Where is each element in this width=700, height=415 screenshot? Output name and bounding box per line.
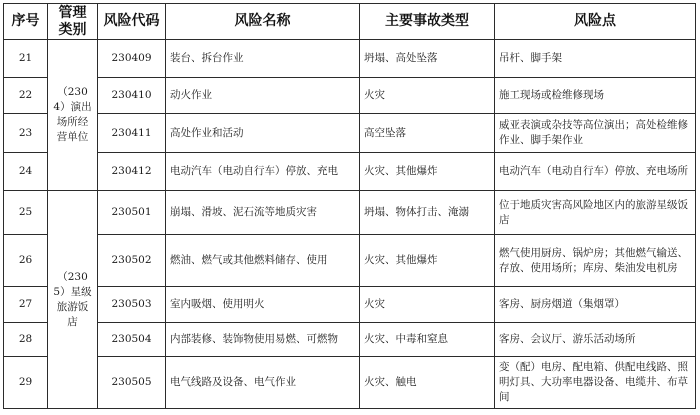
table-row: [4, 287, 696, 323]
header-seq: 序号: [4, 4, 48, 40]
row-seq: 28: [4, 323, 48, 357]
row-seq: 24: [4, 153, 48, 191]
table-row: [4, 191, 696, 235]
row-point: 位于地质灾害高风险地区内的旅游星级饭店: [495, 191, 696, 235]
header-name: 风险名称: [166, 4, 360, 40]
table-row: [4, 78, 696, 114]
row-accident: 火灾: [360, 78, 495, 114]
table-row: [4, 153, 696, 191]
risk-table: [3, 3, 696, 409]
table-row: [4, 323, 696, 357]
row-code: 230503: [98, 287, 166, 323]
row-point: 电动汽车（电动自行车）停放、充电场所: [495, 153, 696, 191]
row-accident: 火灾、其他爆炸: [360, 235, 495, 287]
row-seq: 26: [4, 235, 48, 287]
row-seq: 25: [4, 191, 48, 235]
row-point: 客房、厨房烟道（集烟罩）: [495, 287, 696, 323]
row-accident: 火灾、中毒和窒息: [360, 323, 495, 357]
category-cell-2305: [48, 191, 98, 409]
row-point: 燃气使用厨房、锅炉房；其他燃气输送、存放、使用场所；库房、柴油发电机房: [495, 235, 696, 287]
row-seq: 21: [4, 40, 48, 78]
category-cell-2304: [48, 40, 98, 191]
row-point: 吊杆、脚手架: [495, 40, 696, 78]
row-seq: 29: [4, 357, 48, 409]
row-name: 高处作业和活动: [166, 114, 360, 153]
row-point: 威亚表演或杂技等高位演出；高处检维修作业、脚手架作业: [495, 114, 696, 153]
row-name: 崩塌、滑坡、泥石流等地质灾害: [166, 191, 360, 235]
row-accident: 坍塌、物体打击、淹溺: [360, 191, 495, 235]
table-row: [4, 114, 696, 153]
row-name: 装台、拆台作业: [166, 40, 360, 78]
table-row: [4, 357, 696, 409]
row-name: 动火作业: [166, 78, 360, 114]
row-code: 230410: [98, 78, 166, 114]
row-name: 室内吸烟、使用明火: [166, 287, 360, 323]
row-name: 燃油、燃气或其他燃料储存、使用: [166, 235, 360, 287]
table-row: [4, 235, 696, 287]
table-row: [4, 40, 696, 78]
row-seq: 22: [4, 78, 48, 114]
row-code: 230412: [98, 153, 166, 191]
row-name: 内部装修、装饰物使用易燃、可燃物: [166, 323, 360, 357]
row-point: 客房、会议厅、游乐活动场所: [495, 323, 696, 357]
header-row: [4, 4, 696, 40]
row-accident: 高空坠落: [360, 114, 495, 153]
row-point: 施工现场或检维修现场: [495, 78, 696, 114]
row-code: 230411: [98, 114, 166, 153]
category-label: （2305）星级旅游饭店: [53, 270, 92, 328]
row-seq: 27: [4, 287, 48, 323]
row-code: 230505: [98, 357, 166, 409]
row-name: 电动汽车（电动自行车）停放、充电: [166, 153, 360, 191]
row-code: 230501: [98, 191, 166, 235]
row-point: 变（配）电房、配电箱、供配电线路、照明灯具、大功率电器设备、电缆井、布草间: [495, 357, 696, 409]
category-label: （2304）演出场所经营单位: [53, 86, 92, 143]
row-name: 电气线路及设备、电气作业: [166, 357, 360, 409]
row-accident: 坍塌、高处坠落: [360, 40, 495, 78]
row-accident: 火灾、触电: [360, 357, 495, 409]
row-code: 230504: [98, 323, 166, 357]
row-code: 230502: [98, 235, 166, 287]
header-category: 管理类别: [48, 4, 98, 40]
row-accident: 火灾: [360, 287, 495, 323]
header-point: 风险点: [495, 4, 696, 40]
row-code: 230409: [98, 40, 166, 78]
header-code: 风险代码: [98, 4, 166, 40]
header-accident: 主要事故类型: [360, 4, 495, 40]
row-accident: 火灾、其他爆炸: [360, 153, 495, 191]
row-seq: 23: [4, 114, 48, 153]
